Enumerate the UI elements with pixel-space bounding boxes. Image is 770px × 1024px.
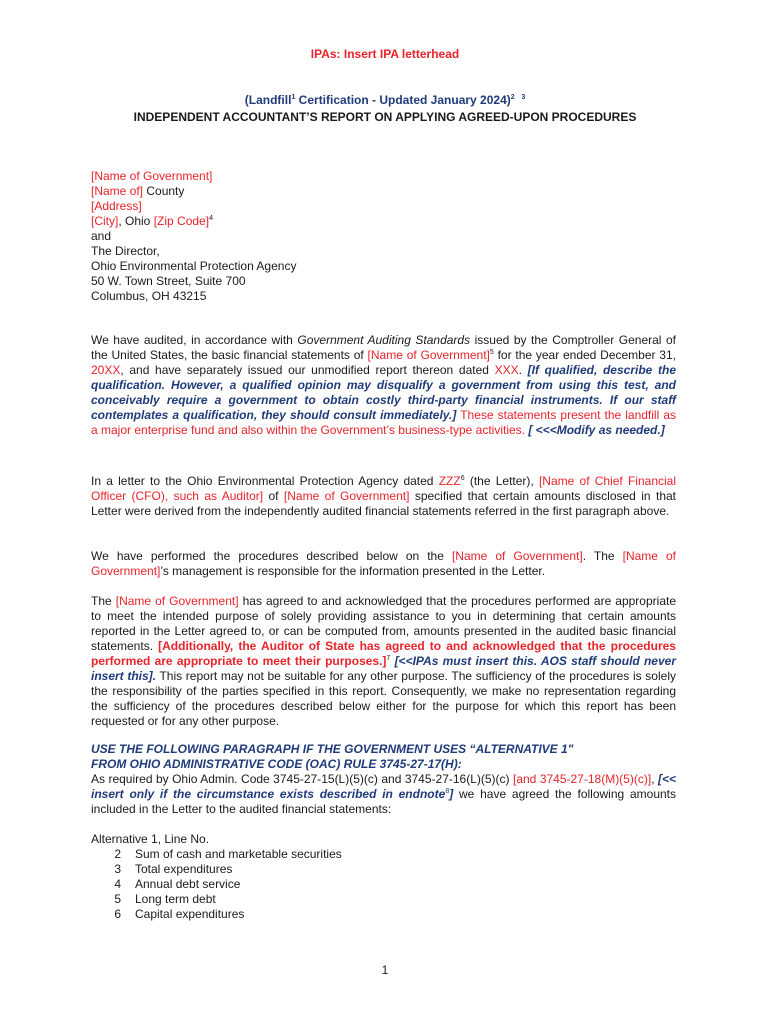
letterhead-placeholder: IPAs: Insert IPA letterhead bbox=[310, 47, 460, 61]
address-agency-city: Columbus, OH 43215 bbox=[91, 289, 207, 303]
paragraph-alternative bbox=[91, 742, 676, 817]
paragraph-procedures: We have performed the procedures described below on the [Name of Government]. The [Name of Government]’s management is responsible for the information presented in the Letter. bbox=[91, 549, 677, 578]
list-item: 5 Long term debt bbox=[114, 892, 216, 906]
address-agency: Ohio Environmental Protection Agency bbox=[91, 259, 297, 273]
address-city-line: [City], Ohio [Zip Code]$^4$ bbox=[91, 214, 213, 228]
certification-line: (Landfill$^1$ Certification - Updated January 2024)$^2$ $^3$ bbox=[244, 93, 526, 107]
address-block bbox=[91, 169, 296, 304]
alternative-body: As required by Ohio Admin. Code 3745-27-15(L)(5)(c) and 3745-27-16(L)(5)(c) [and 3745-27-18(M)(5)(c)], [<< insert only if the circumstance exists described in endnote$^8$] we have agreed the following amounts included in the Letter to the audited financial statements: bbox=[91, 772, 677, 816]
address-and: and bbox=[91, 229, 112, 243]
list-item: 6 Capital expenditures bbox=[114, 907, 245, 921]
list-item: 4 Annual debt service bbox=[114, 877, 241, 891]
list-item: 2 Sum of cash and marketable securities bbox=[114, 847, 342, 861]
paragraph-letter: In a letter to the Ohio Environmental Protection Agency dated ZZZ$^6$ (the Letter), [Name of Chief Financial Officer (CFO), such as Auditor] of [Name of Government] specified that certain amounts disclosed in that Letter were derived from the independently audited financial statements referred in the first paragraph above. bbox=[91, 474, 677, 518]
page-number: 1 bbox=[381, 963, 389, 977]
alternative-list bbox=[91, 832, 342, 922]
address-director: The Director, bbox=[91, 244, 160, 258]
list-item: 3 Total expenditures bbox=[114, 862, 233, 876]
address-agency-street: 50 W. Town Street, Suite 700 bbox=[91, 274, 246, 288]
address-government-name: [Name of Government] bbox=[91, 169, 213, 183]
address-street: [Address] bbox=[91, 199, 142, 213]
report-title: INDEPENDENT ACCOUNTANT’S REPORT ON APPLYING AGREED-UPON PROCEDURES bbox=[133, 110, 637, 124]
alternative-heading: Alternative 1, Line No. bbox=[91, 832, 210, 846]
instruction-line-1: USE THE FOLLOWING PARAGRAPH IF THE GOVERNMENT USES “ALTERNATIVE 1" bbox=[91, 742, 574, 756]
address-county: [Name of] County bbox=[91, 184, 185, 198]
instruction-line-2: FROM OHIO ADMINISTRATIVE CODE (OAC) RULE 3745-27-17(H): bbox=[91, 757, 462, 771]
paragraph-agreement: The [Name of Government] has agreed to and acknowledged that the procedures performed are appropriate to meet the intended purpose of solely providing assistance to you in determining that certain amounts reported in the Letter agreed to, or can be computed from, amounts presented in the audited basic financial statements. [Additionally, the Auditor of State has agreed to and acknowledged that the procedures performed are appropriate to meet their purposes.]$^7$ [<<IPAs must insert this. AOS staff should never insert this]. This report may not be suitable for any other purpose. The sufficiency of the procedures is solely the responsibility of the parties specified in this report. Consequently, we make no representation regarding the sufficiency of the procedures described below either for the purpose for which this report has been requested or for any other purpose. bbox=[91, 594, 676, 728]
paragraph-audit: We have audited, in accordance with Government Auditing Standards issued by the Comptroller General of the United States, the basic financial statements of [Name of Government]$^5$ for the year ended December 31, 20XX, and have separately issued our unmodified report thereon dated XXX. [If qualified, describe the qualification. However, a qualified opinion may disqualify a government from using this test, and conceivably require a government to obtain costly third-party financial instruments. If our staff contemplates a qualification, they should consult immediately.] These statements present the landfill as a major enterprise fund and also within the Government’s business-type activities. [ <<<Modify as needed.] bbox=[91, 333, 677, 437]
